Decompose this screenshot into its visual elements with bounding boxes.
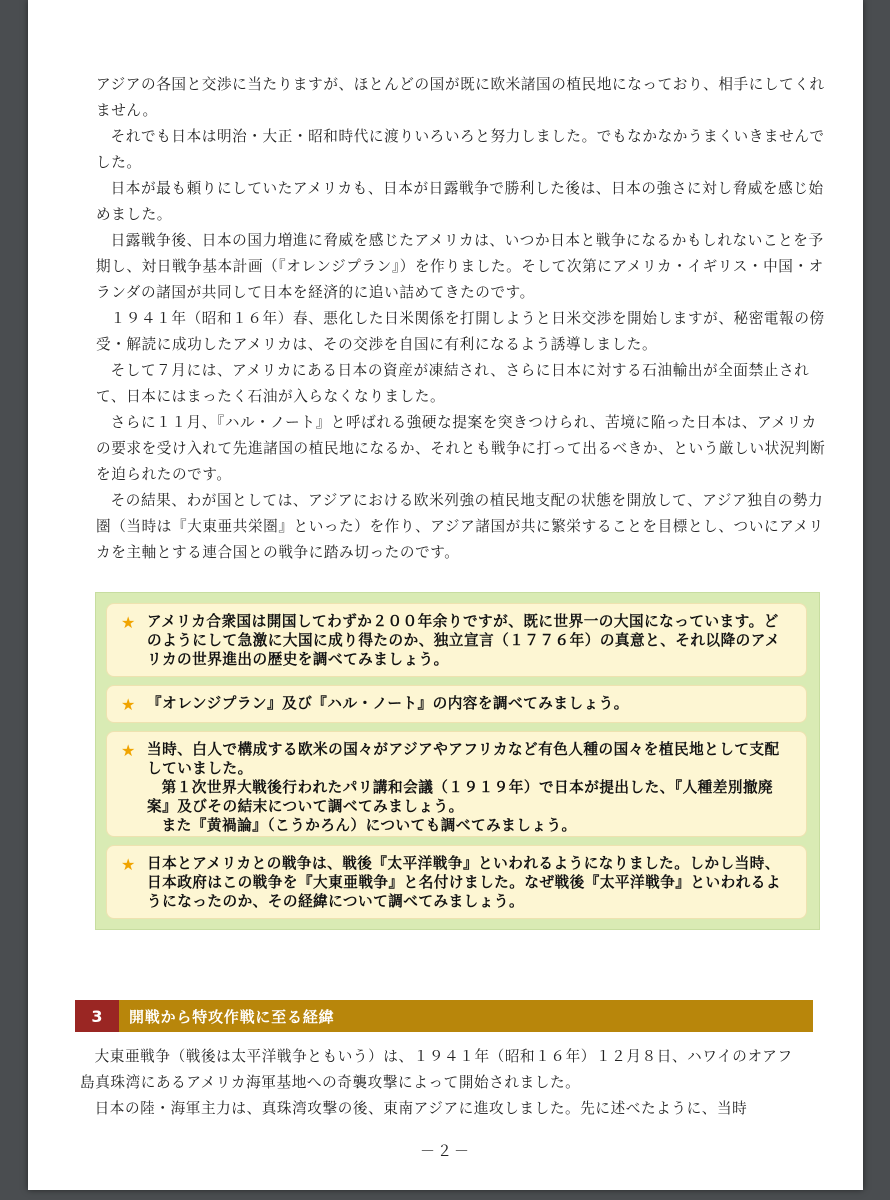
paragraph: さらに１１月、『ハル・ノート』と呼ばれる強硬な提案を突きつけられ、苦境に陥った日本は、アメリカの要求を受け入れて先進諸国の植民地になるか、それとも戦争に打って出るべきか、という厳しい状況判断を迫られたのです。 [96, 414, 826, 483]
section-number: 3 [75, 1000, 119, 1032]
body-text [96, 72, 831, 566]
star-icon: ★ [121, 613, 136, 632]
paragraph: それでも日本は明治・大正・昭和時代に渡りいろいろと努力しました。でもなかなかうまくいきませんでした。 [96, 128, 825, 171]
star-icon: ★ [121, 741, 136, 760]
paragraph: 日本の陸・海軍主力は、真珠湾攻撃の後、東南アジアに進攻しました。先に述べたように、当時 [94, 1100, 748, 1117]
paragraph: 日露戦争後、日本の国力増進に脅威を感じたアメリカは、いつか日本と戦争になるかもしれないことを予期し、対日戦争基本計画（『オレンジプラン』）を作りました。そして次第にアメリカ・イギリス・中国・オランダの諸国が共同して日本を経済的に追い詰めてきたのです。 [96, 232, 824, 301]
section-body-text [80, 1044, 800, 1122]
star-icon: ★ [121, 855, 136, 874]
paragraph: その結果、わが国としては、アジアにおける欧米列強の植民地支配の状態を開放して、アジア独自の勢力圏（当時は『大東亜共栄圏』といった）を作り、アジア諸国が共に繁栄することを目標とし、ついにアメリカを主軸とする連合国との戦争に踏み切ったのです。 [96, 492, 824, 561]
page-number: －２－ [419, 1142, 471, 1160]
research-tasks-box [95, 592, 820, 930]
paragraph: 大東亜戦争（戦後は太平洋戦争ともいう）は、１９４１年（昭和１６年）１２月８日、ハワイのオアフ島真珠湾にあるアメリカ海軍基地への奇襲攻撃によって開始されました。 [80, 1048, 793, 1091]
star-icon: ★ [121, 695, 136, 714]
task-text-line: 当時、白人で構成する欧米の国々がアジアやアフリカなど有色人種の国々を植民地として支配していました。 [147, 741, 780, 777]
paragraph: 日本が最も頼りにしていたアメリカも、日本が日露戦争で勝利した後は、日本の強さに対し脅威を感じ始めました。 [96, 180, 824, 223]
paragraph: アジアの各国と交渉に当たりますが、ほとんどの国が既に欧米諸国の植民地になっており、相手にしてくれません。 [96, 76, 825, 119]
section-title: 開戦から特攻作戦に至る経緯 [129, 1007, 335, 1026]
document-page [28, 0, 863, 1190]
task-text-line: 第１次世界大戦後行われたパリ講和会議（１９１９年）で日本が提出した、『人種差別撤廃案』及びその結末について調べてみましょう。 [147, 779, 774, 815]
task-text: 日本とアメリカとの戦争は、戦後『太平洋戦争』といわれるようになりました。しかし当時、日本政府はこの戦争を『大東亜戦争』と名付けました。なぜ戦後『太平洋戦争』といわれるようになったのか、その経緯について調べてみましょう。 [147, 855, 781, 910]
task-card [106, 603, 807, 677]
task-text: アメリカ合衆国は開国してわずか２００年余りですが、既に世界一の大国になっています。どのようにして急激に大国に成り得たのか、独立宣言（１７７６年）の真意と、それ以降のアメリカの世界進出の歴史を調べてみましょう。 [147, 613, 781, 668]
paragraph: １９４１年（昭和１６年）春、悪化した日米関係を打開しようと日米交渉を開始しますが、秘密電報の傍受・解読に成功したアメリカは、その交渉を自国に有利になるよう誘導しました。 [96, 310, 825, 353]
section-heading [75, 1000, 813, 1032]
task-text: 『オレンジプラン』及び『ハル・ノート』の内容を調べてみましょう。 [147, 695, 629, 712]
paragraph: そして７月には、アメリカにある日本の資産が凍結され、さらに日本に対する石油輸出が全面禁止されて、日本にはまったく石油が入らなくなりました。 [96, 362, 810, 405]
task-text-line: また『黄禍論』（こうかろん）についても調べてみましょう。 [161, 817, 577, 834]
task-card [106, 685, 807, 723]
task-text [147, 740, 792, 835]
task-card [106, 731, 807, 837]
task-card [106, 845, 807, 919]
